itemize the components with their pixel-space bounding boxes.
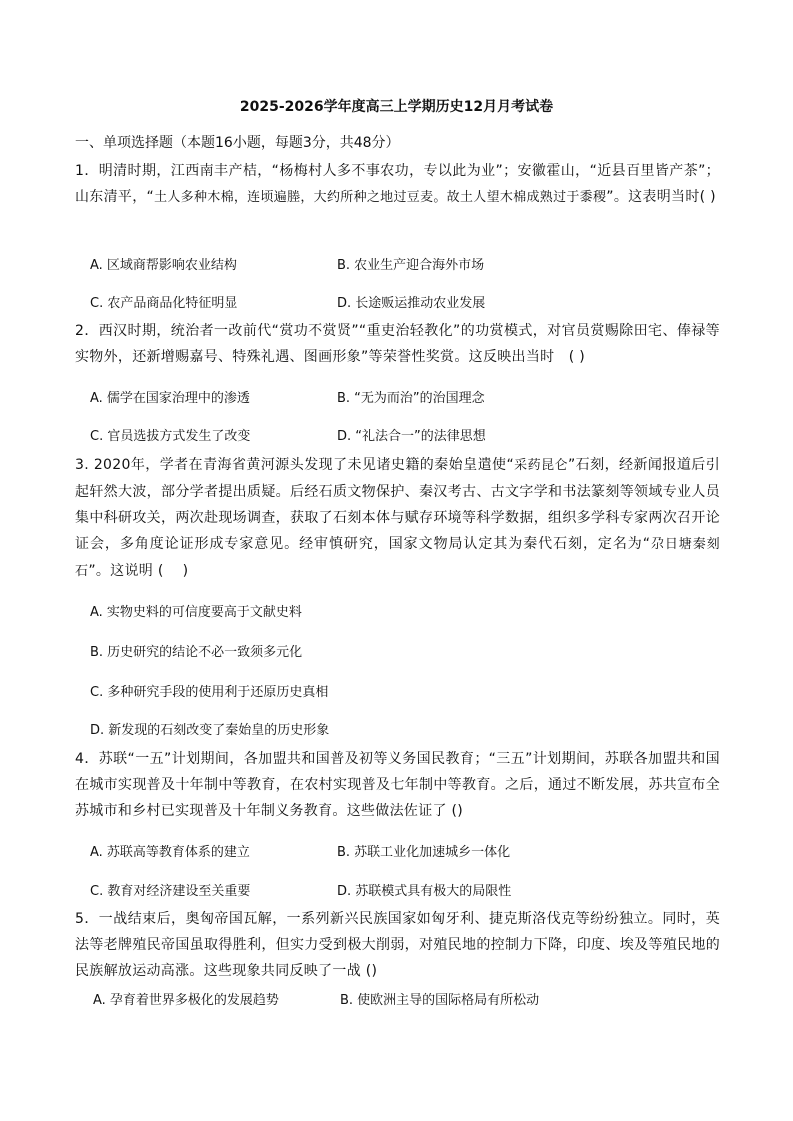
question-5-option-a[interactable]: A. 孕育着世界多极化的发展趋势 <box>93 993 279 1008</box>
question-1-quote: 土人多种木棉，连顷遍塍，大约所种之地过豆麦。故土人望木棉成熟过于黍稷 <box>154 190 607 205</box>
question-4-stem: 4．苏联“一五”计划期间，各加盟共和国普及初等义务国民教育；“三五”计划期间，苏联各加盟共和国在城市实现普及十年制中等教育，在农村实现普及七年制中等教育。之后，通过不断发展，苏共宣布全苏城市和乡村已实现普及十年制义务教育。这些做法佐证了 () <box>75 751 720 819</box>
question-5-stem: 5．一战结束后，奥匈帝国瓦解，一系列新兴民族国家如匈牙利、捷克斯洛伐克等纷纷独立。同时，英法等老牌殖民帝国虽取得胜利，但实力受到极大削弱，对殖民地的控制力下降，印度、埃及等殖民地的民族解放运动高涨。这些现象共同反映了一战 () <box>75 911 720 979</box>
question-3-option-b[interactable]: B. 历史研究的结论不必一致须多元化 <box>90 645 303 660</box>
question-1-option-d[interactable]: D. 长途贩运推动农业发展 <box>337 296 486 311</box>
question-1-option-a[interactable]: A. 区域商帮影响农业结构 <box>90 258 237 273</box>
question-2-stem: 2．西汉时期，统治者一改前代“赏功不赏贤”“重吏治轻教化”的功赏模式，对官员赏赐除田宅、俸禄等实物外，还新增赐嘉号、特殊礼遇、图画形象”等荣誉性奖赏。这反映出当时 ( ) <box>75 323 720 365</box>
question-4-option-b[interactable]: B. 苏联工业化加速城乡一体化 <box>337 845 511 860</box>
question-3-stem: 3. 2020年，学者在青海省黄河源头发现了未见诸史籍的秦始皇遣使“采药昆仑”石刻，经新闻报道后引起轩然大波，部分学者提出质疑。后经石质文物保护、秦汉考古、古文字学和书法篆刻等领域专业人员集中科研攻关，两次赴现场调查，获取了石刻本体与赋存环境等科学数据，组织多学科专家两次召开论证会，多角度论证形成专家意见。经审慎研究，国家文物局认定其为秦代石刻，定名为“尕日塘秦刻石”。这说明 ( ) <box>75 457 721 579</box>
question-3-option-c[interactable]: C. 多种研究手段的使用利于还原历史真相 <box>90 685 329 700</box>
question-3-quote-1: 采药昆仑 <box>514 458 568 473</box>
question-1-option-b[interactable]: B. 农业生产迎合海外市场 <box>337 258 485 273</box>
question-3-option-d[interactable]: D. 新发现的石刻改变了秦始皇的历史形象 <box>90 723 330 738</box>
question-4-option-d[interactable]: D. 苏联模式具有极大的局限性 <box>337 884 512 899</box>
question-3-quote-2: 尕日塘秦刻石 <box>75 537 720 579</box>
question-4-option-a[interactable]: A. 苏联高等教育体系的建立 <box>90 845 250 860</box>
question-2-option-c[interactable]: C. 官员选拔方式发生了改变 <box>90 429 251 444</box>
question-1-option-c[interactable]: C. 农产品商品化特征明显 <box>90 296 238 311</box>
question-5-option-b[interactable]: B. 使欧洲主导的国际格局有所松动 <box>340 993 540 1008</box>
question-3-option-a[interactable]: A. 实物史料的可信度要高于文献史料 <box>90 605 302 620</box>
question-4-option-c[interactable]: C. 教育对经济建设至关重要 <box>90 884 251 899</box>
question-1-stem: 1．明清时期，江西南丰产桔，“杨梅村人多不事农功，专以此为业”；安徽霍山，“近县百里皆产茶”；山东清平，“土人多种木棉，连顷遍塍，大约所种之地过豆麦。故土人望木棉成熟过于黍稷”。这表明当时( ) <box>75 163 720 205</box>
question-2-option-d[interactable]: D. “礼法合一”的法律思想 <box>337 429 486 444</box>
question-2-option-b[interactable]: B. “无为而治”的治国理念 <box>337 391 485 406</box>
section-heading: 一、单项选择题（本题16小题，每题3分，共48分） <box>75 135 400 151</box>
question-2-option-a[interactable]: A. 儒学在国家治理中的渗透 <box>90 391 250 406</box>
exam-title: 2025-2026学年度高三上学期历史12月月考试卷 <box>239 99 554 115</box>
